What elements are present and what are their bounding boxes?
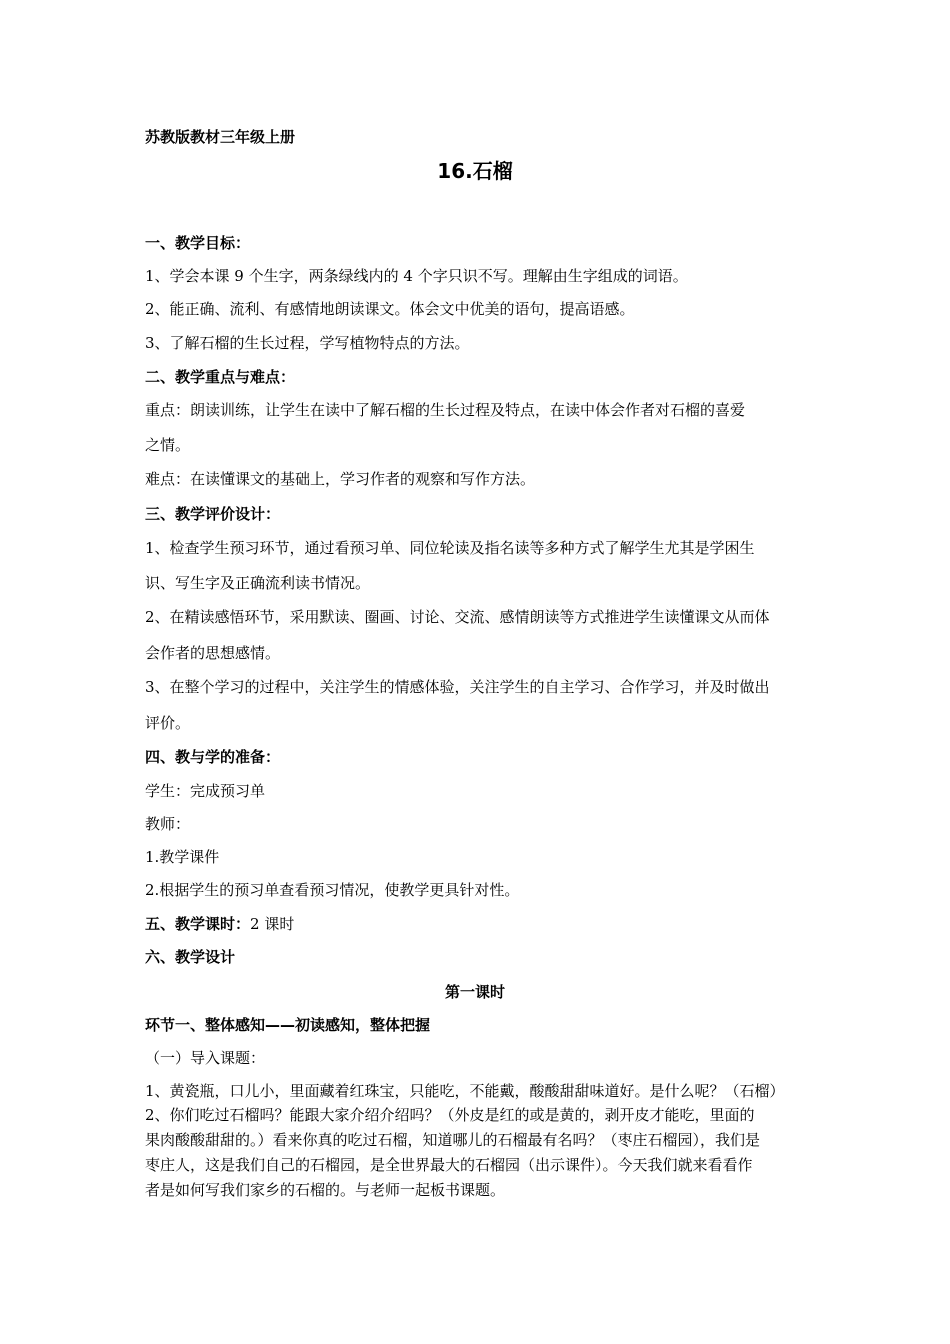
intro-subheading: （一）导入课题： xyxy=(145,1049,266,1067)
section-heading-design: 六、教学设计 xyxy=(145,948,236,966)
teacher-preparation-item-1: 1.教学课件 xyxy=(145,848,220,866)
page-title: 16.石榴 xyxy=(437,159,513,183)
intro-question-1: 1、黄瓷瓶，口儿小，里面藏着红珠宝，只能吃，不能戴，酸酸甜甜味道好。是什么呢？（石榴） xyxy=(145,1082,785,1100)
student-preparation: 学生：完成预习单 xyxy=(145,782,266,800)
evaluation-item-3-line-2: 评价。 xyxy=(145,714,191,732)
class-hours-line xyxy=(145,914,815,934)
section-heading-key-points: 二、教学重点与难点： xyxy=(145,368,296,386)
section-heading-class-hours: 五、教学课时： xyxy=(145,915,251,933)
intro-question-2-line-4: 者是如何写我们家乡的石榴的。与老师一起板书课题。 xyxy=(145,1181,506,1199)
key-point-line-1: 重点：朗读训练，让学生在读中了解石榴的生长过程及特点，在读中体会作者对石榴的喜爱 xyxy=(145,401,746,419)
intro-question-2-line-1: 2、你们吃过石榴吗？能跟大家介绍介绍吗？（外皮是红的或是黄的，剥开皮才能吃，里面的 xyxy=(145,1106,755,1124)
lesson-one-heading: 第一课时 xyxy=(444,983,505,1001)
key-point-line-2: 之情。 xyxy=(145,436,191,454)
teacher-preparation-item-2: 2.根据学生的预习单查看预习情况，使教学更具针对性。 xyxy=(145,881,520,899)
evaluation-item-3-line-1: 3、在整个学习的过程中，关注学生的情感体验，关注学生的自主学习、合作学习，并及时做出 xyxy=(145,678,770,696)
section-heading-preparation: 四、教与学的准备： xyxy=(145,748,281,766)
objective-item-1: 1、学会本课 9 个生字，两条绿线内的 4 个字只识不写。理解由生字组成的词语。 xyxy=(145,267,688,285)
objective-item-3: 3、了解石榴的生长过程，学写植物特点的方法。 xyxy=(145,334,470,352)
step-one-heading: 环节一、整体感知——初读感知，整体把握 xyxy=(145,1016,431,1034)
section-heading-objectives: 一、教学目标： xyxy=(145,234,251,252)
objective-item-2: 2、能正确、流利、有感情地朗读课文。体会文中优美的语句，提高语感。 xyxy=(145,300,635,318)
intro-question-2-line-2: 果肉酸酸甜甜的。）看来你真的吃过石榴，知道哪儿的石榴最有名吗？（枣庄石榴园），我们是 xyxy=(145,1131,761,1149)
evaluation-item-2-line-2: 会作者的思想感情。 xyxy=(145,644,281,662)
evaluation-item-1-line-1: 1、检查学生预习环节，通过看预习单、同位轮读及指名读等多种方式了解学生尤其是学困生 xyxy=(145,539,755,557)
teacher-preparation-label: 教师： xyxy=(145,815,191,833)
difficulty-text: 难点：在读懂课文的基础上，学习作者的观察和写作方法。 xyxy=(145,470,536,488)
evaluation-item-2-line-1: 2、在精读感悟环节，采用默读、圈画、讨论、交流、感情朗读等方式推进学生读懂课文从而体 xyxy=(145,608,770,626)
section-heading-evaluation: 三、教学评价设计： xyxy=(145,505,281,523)
class-hours-value: 2 课时 xyxy=(250,915,295,933)
textbook-header: 苏教版教材三年级上册 xyxy=(145,128,296,146)
intro-question-2-line-3: 枣庄人，这是我们自己的石榴园，是全世界最大的石榴园（出示课件）。今天我们就来看看作 xyxy=(145,1156,753,1174)
evaluation-item-1-line-2: 识、写生字及正确流利读书情况。 xyxy=(145,574,371,592)
